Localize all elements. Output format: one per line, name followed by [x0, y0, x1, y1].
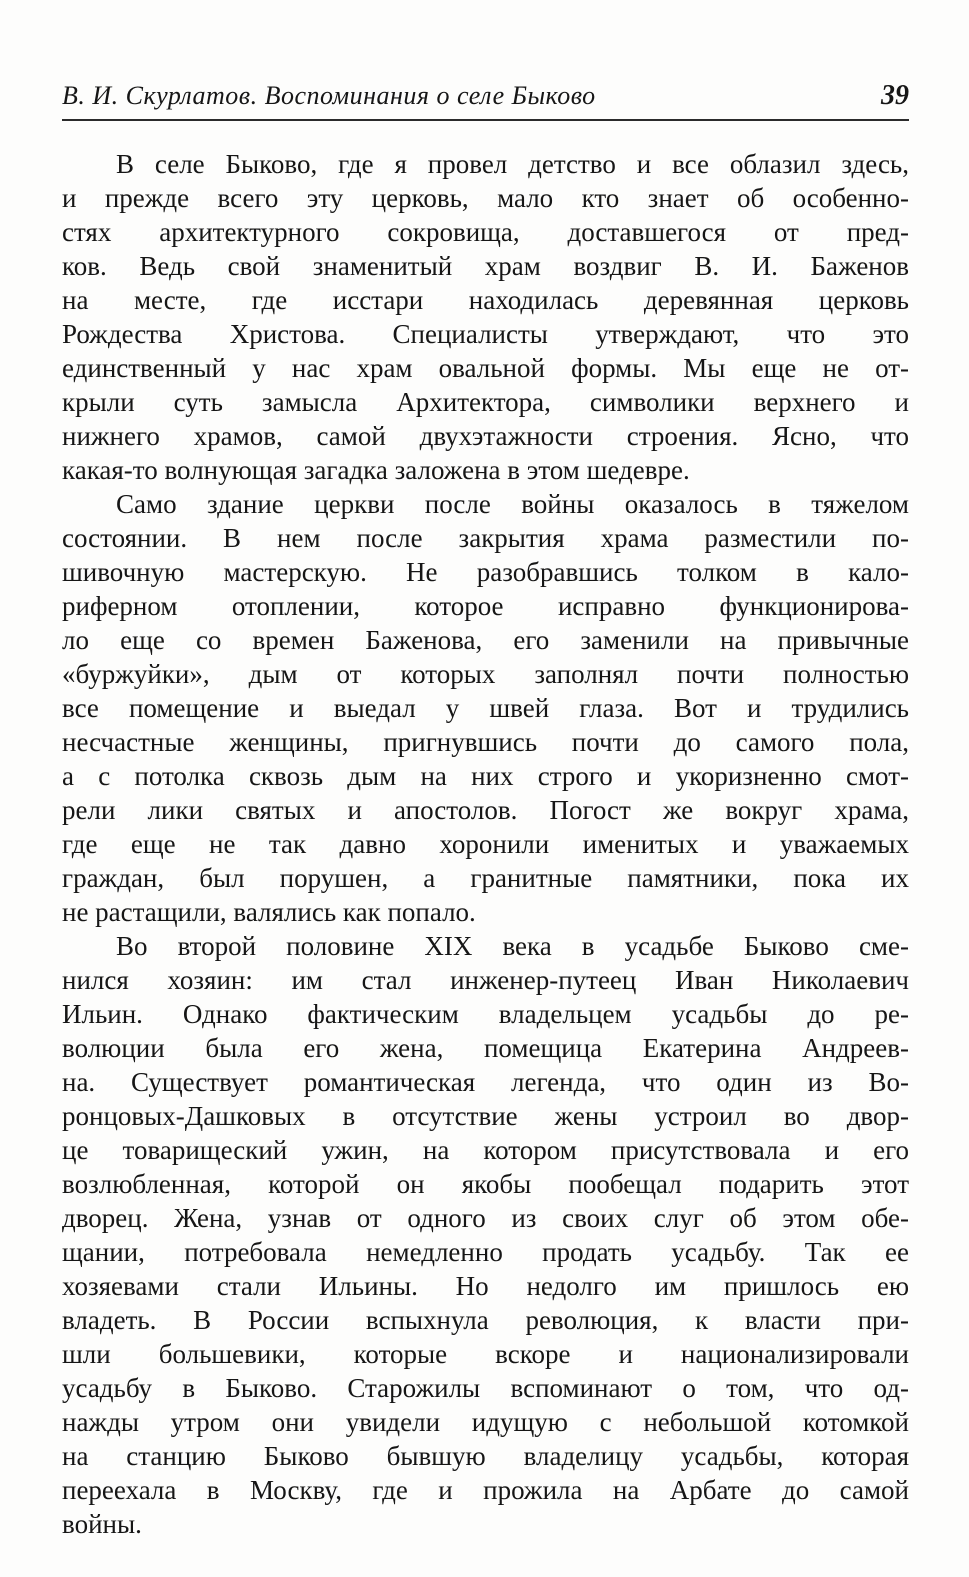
- text-line: крыли суть замысла Архитектора, символики верхнего и: [62, 387, 909, 417]
- page-header: [62, 80, 909, 121]
- running-title: В. И. Скурлатов. Воспоминания о селе Быково: [62, 81, 596, 110]
- text-line: на станцию Быково бывшую владелицу усадьбы, которая: [62, 1441, 909, 1471]
- text-line: войны.: [62, 1509, 142, 1539]
- text-line: ронцовых-Дашковых в отсутствие жены устроил во двор-: [62, 1101, 909, 1131]
- text-line: щании, потребовала немедленно продать усадьбу. Так ее: [62, 1237, 909, 1267]
- text-line: «буржуйки», дым от которых заполнял почти полностью: [62, 659, 909, 689]
- text-line: а с потолка сквозь дым на них строго и укоризненно смот-: [62, 761, 909, 791]
- text-line: це товарищеский ужин, на котором присутствовала и его: [62, 1135, 909, 1165]
- text-line: переехала в Москву, где и прожила на Арбате до самой: [62, 1475, 909, 1505]
- text-line: Во второй половине XIX века в усадьбе Быково сме-: [116, 931, 909, 961]
- text-line: В селе Быково, где я провел детство и все облазил здесь,: [116, 149, 909, 179]
- text-line: граждан, был порушен, а гранитные памятники, пока их: [62, 863, 909, 893]
- text-line: ков. Ведь свой знаменитый храм воздвиг В. И. Баженов: [62, 251, 909, 281]
- text-line: несчастные женщины, пригнувшись почти до самого пола,: [62, 727, 909, 757]
- text-line: не растащили, валялись как попало.: [62, 897, 476, 927]
- page-number: 39: [881, 80, 909, 111]
- text-line: стях архитектурного сокровища, доставшегося от пред-: [62, 217, 909, 247]
- text-line: дворец. Жена, узнав от одного из своих слуг об этом обе-: [62, 1203, 909, 1233]
- text-line: Ильин. Однако фактическим владельцем усадьбы до ре-: [62, 999, 909, 1029]
- text-line: шли большевики, которые вскоре и национализировали: [62, 1339, 909, 1369]
- text-line: риферном отоплении, которое исправно функционирова-: [62, 591, 909, 621]
- text-line: хозяевами стали Ильины. Но недолго им пришлось ею: [62, 1271, 909, 1301]
- text-line: и прежде всего эту церковь, мало кто знает об особенно-: [62, 183, 909, 213]
- text-line: волюции была его жена, помещица Екатерина Андреев-: [62, 1033, 909, 1063]
- text-line: возлюбленная, которой он якобы пообещал подарить этот: [62, 1169, 909, 1199]
- text-line: все помещение и выедал у швей глаза. Вот и трудились: [62, 693, 909, 723]
- text-line: усадьбу в Быково. Старожилы вспоминают о том, что од-: [62, 1373, 909, 1403]
- text-line: владеть. В России вспыхнула революция, к власти при-: [62, 1305, 909, 1335]
- page-body: [62, 147, 909, 1541]
- text-line: Рождества Христова. Специалисты утверждают, что это: [62, 319, 909, 349]
- text-line: Само здание церкви после войны оказалось в тяжелом: [116, 489, 909, 519]
- text-line: на месте, где исстари находилась деревянная церковь: [62, 285, 909, 315]
- paragraph: [62, 929, 909, 1541]
- text-line: ло еще со времен Баженова, его заменили на привычные: [62, 625, 909, 655]
- text-line: где еще не так давно хоронили именитых и уважаемых: [62, 829, 909, 859]
- text-line: шивочную мастерскую. Не разобравшись толком в кало-: [62, 557, 909, 587]
- paragraph: [62, 147, 909, 487]
- text-line: рели лики святых и апостолов. Погост же вокруг храма,: [62, 795, 909, 825]
- text-line: единственный у нас храм овальной формы. Мы еще не от-: [62, 353, 909, 383]
- text-line: нижнего храмов, самой двухэтажности строения. Ясно, что: [62, 421, 909, 451]
- text-line: нился хозяин: им стал инженер-путеец Иван Николаевич: [62, 965, 909, 995]
- text-line: какая-то волнующая загадка заложена в этом шедевре.: [62, 455, 690, 485]
- text-line: нажды утром они увидели идущую с небольшой котомкой: [62, 1407, 909, 1437]
- text-line: на. Существует романтическая легенда, что один из Во-: [62, 1067, 909, 1097]
- text-line: состоянии. В нем после закрытия храма разместили по-: [62, 523, 909, 553]
- paragraph: [62, 487, 909, 929]
